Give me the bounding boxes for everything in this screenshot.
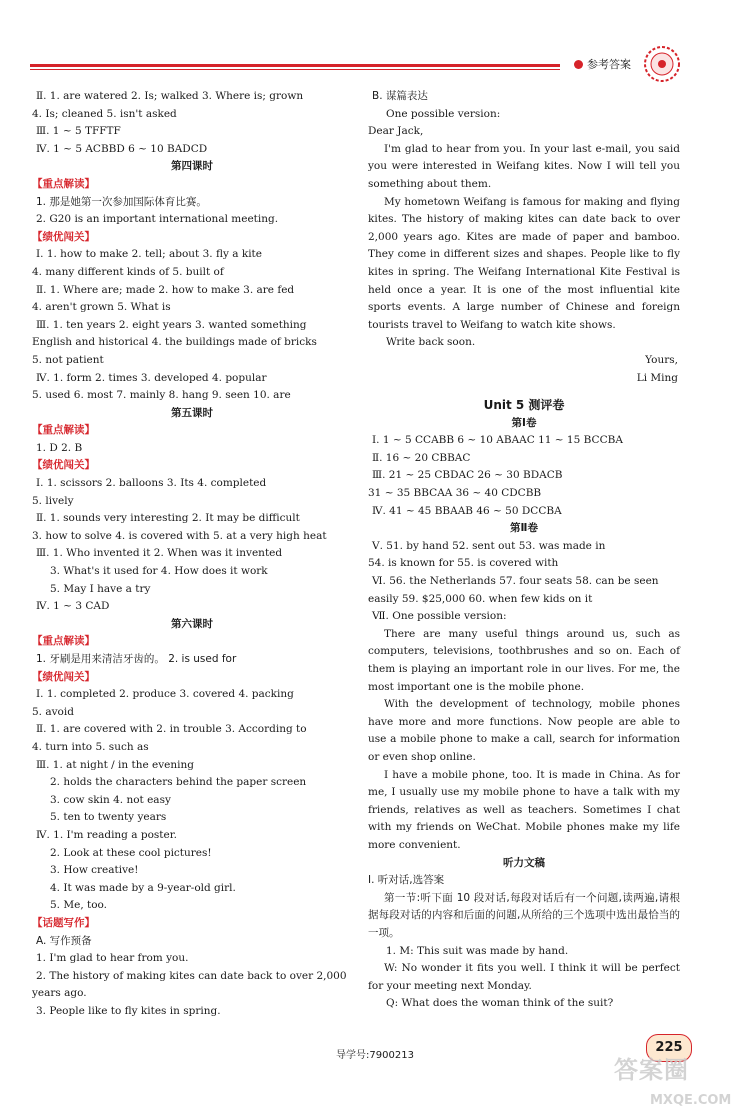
answer-line: 5. Me, too.: [50, 899, 108, 912]
answer-line: Ⅲ. 21 ~ 25 CBDAC 26 ~ 30 BDACB: [372, 469, 563, 482]
part-title: 第Ⅰ卷: [511, 416, 537, 429]
header-rule-thin: [30, 69, 560, 70]
section-tag: 【话题写作】: [32, 916, 95, 929]
answer-line: 4. aren't grown 5. What is: [32, 301, 171, 314]
section-tag: 【绩优闯关】: [32, 670, 95, 683]
answer-line: Q: What does the woman think of the suit?: [386, 997, 614, 1010]
answer-line: 1. 那是她第一次参加国际体育比赛。: [36, 195, 207, 208]
lesson-title: 第四课时: [171, 160, 213, 173]
answer-line: English and historical 4. the buildings made of bricks: [32, 336, 317, 349]
answer-line: Ⅰ. 1. completed 2. produce 3. covered 4. packing: [36, 688, 294, 701]
answer-line: Dear Jack,: [368, 125, 424, 138]
section-tag: 【重点解读】: [32, 424, 95, 437]
answer-line: 2. Look at these cool pictures!: [50, 846, 212, 859]
answer-line: Ⅶ. One possible version:: [372, 610, 507, 623]
answer-line: 3. how to solve 4. is covered with 5. at a very high heat: [32, 529, 327, 542]
answer-line: Ⅰ. 1 ~ 5 CCABB 6 ~ 10 ABAAC 11 ~ 15 BCCBA: [372, 434, 623, 447]
answer-line: Ⅳ. 1 ~ 5 ACBBD 6 ~ 10 BADCD: [36, 142, 208, 155]
answer-line: Ⅳ. 1. form 2. times 3. developed 4. popular: [36, 371, 267, 384]
answer-line: Ⅲ. 1. Who invented it 2. When was it invented: [36, 547, 283, 560]
answer-line: Ⅰ. 1. how to make 2. tell; about 3. fly a kite: [36, 248, 262, 261]
answer-line: Write back soon.: [386, 336, 476, 349]
answer-line: 2. G20 is an important international meeting.: [36, 213, 279, 226]
answer-line: 5. used 6. most 7. mainly 8. hang 9. seen 10. are: [32, 389, 291, 402]
paragraph: W: No wonder it fits you well. I think it will be perfect for your meeting next Monday.: [368, 962, 680, 992]
answer-line: Ⅲ. 1 ~ 5 TFFTF: [36, 125, 121, 138]
flower-icon: [642, 44, 682, 84]
answer-line: Ⅳ. 41 ~ 45 BBAAB 46 ~ 50 DCCBA: [372, 504, 562, 517]
section-tag: 【重点解读】: [32, 635, 95, 648]
answer-line: Ⅰ. 听对话,选答案: [368, 874, 445, 887]
answer-line: Ⅲ. 1. at night / in the evening: [36, 758, 194, 771]
answer-line: Ⅳ. 1 ~ 3 CAD: [36, 600, 110, 613]
watermark: [614, 1056, 744, 1110]
watermark-text: 答案圈: [614, 1056, 689, 1084]
answer-line: Ⅰ. 1. scissors 2. balloons 3. Its 4. completed: [36, 477, 267, 490]
paragraph: With the development of technology, mobile phones have more and more functions. Now people are able to use a mobile phone to make a call, search for information or even shop online.: [368, 698, 680, 763]
answer-line: 31 ~ 35 BBCAA 36 ~ 40 CDCBB: [368, 487, 542, 500]
answer-line: Ⅱ. 1. Where are; made 2. how to make 3. are fed: [36, 283, 295, 296]
answer-line: 4. It was made by a 9-year-old girl.: [50, 881, 236, 894]
section-badge: [574, 56, 631, 74]
answer-line: 2. holds the characters behind the paper screen: [50, 776, 307, 789]
page-number: 225: [646, 1034, 692, 1062]
answer-line: B. 谋篇表达: [372, 90, 428, 102]
bullet-icon: [574, 60, 583, 69]
signature-line: Li Ming: [636, 371, 678, 384]
part-title: 第Ⅱ卷: [510, 522, 538, 535]
answer-line: 4. many different kinds of 5. built of: [32, 265, 224, 278]
answer-line: Ⅴ. 51. by hand 52. sent out 53. was made in: [372, 539, 606, 552]
badge-label: 参考答案: [587, 58, 631, 71]
answer-line: Ⅳ. 1. I'm reading a poster.: [36, 828, 177, 841]
right-column: [368, 88, 680, 1013]
unit-title: Unit 5 测评卷: [483, 398, 565, 413]
part-title: 听力文稿: [503, 856, 545, 869]
answer-line: 5. lively: [32, 494, 74, 507]
paragraph: There are many useful things around us, such as computers, televisions, toothbrushes and so on. Each of them is playing an important role in our lives. For me, the most important one is the mobile phone.: [368, 627, 680, 693]
paragraph: I'm glad to hear from you. In your last e-mail, you said you were interested in Weifang kites. Now I will tell you something about them.: [368, 142, 680, 190]
answer-line: Ⅱ. 1. are watered 2. Is; walked 3. Where is; grown: [36, 90, 304, 102]
answer-line: years ago.: [32, 987, 87, 1000]
answer-line: 5. ten to twenty years: [50, 811, 167, 824]
instruction-paragraph: 第一节:听下面 10 段对话,每段对话后有一个问题,读两遍,请根据每段对话的内容和后面的问题,从所给的三个选项中选出最恰当的一项。: [368, 891, 680, 939]
lesson-title: 第六课时: [171, 617, 213, 630]
answer-line: 3. cow skin 4. not easy: [50, 793, 171, 806]
answer-line: easily 59. $25,000 60. when few kids on it: [368, 592, 593, 605]
paragraph: I have a mobile phone, too. It is made in China. As for me, I usually use my mobile phone to have a talk with my friends, relatives as well as teachers. Sometimes I chat with my friends on WeChat. Mobile phones make my life more convenient.: [368, 768, 680, 851]
guide-number: 导学号:7900213: [336, 1050, 414, 1061]
answer-line: 5. May I have a try: [50, 582, 151, 595]
watermark-url: MXQE.COM: [650, 1093, 732, 1108]
answer-line: Ⅱ. 16 ~ 20 CBBAC: [372, 451, 471, 464]
section-tag: 【重点解读】: [32, 177, 95, 190]
answer-line: 5. avoid: [32, 705, 74, 718]
answer-line: 5. not patient: [32, 353, 104, 366]
answer-line: 1. M: This suit was made by hand.: [386, 944, 569, 957]
answer-line: A. 写作预备: [36, 934, 92, 947]
answer-line: 4. Is; cleaned 5. isn't asked: [32, 107, 177, 120]
answer-line: Ⅱ. 1. are covered with 2. in trouble 3. According to: [36, 723, 307, 736]
answer-line: 3. How creative!: [50, 864, 139, 877]
section-tag: 【绩优闯关】: [32, 230, 95, 243]
answer-line: Ⅲ. 1. ten years 2. eight years 3. wanted something: [36, 318, 307, 331]
answer-line: 1. 牙刷是用来清洁牙齿的。 2. is used for: [36, 653, 237, 665]
section-tag: 【绩优闯关】: [32, 459, 95, 472]
answer-line: Ⅵ. 56. the Netherlands 57. four seats 58. can be seen: [372, 575, 659, 588]
answer-line: 3. People like to fly kites in spring.: [36, 1004, 221, 1017]
answer-line: 1. I'm glad to hear from you.: [36, 952, 189, 965]
answer-line: Ⅱ. 1. sounds very interesting 2. It may be difficult: [36, 512, 300, 525]
signature-line: Yours,: [645, 353, 678, 366]
left-column: [32, 88, 352, 1020]
lesson-title: 第五课时: [171, 406, 213, 419]
paragraph: My hometown Weifang is famous for making and flying kites. The history of making kites can date back to over 2,000 years ago. Kites are made of paper and bamboo. They come in different sizes and shapes. People like to fly kites in spring. The Weifang International Kite Festival is held once a year. It is one of the most influential kite sports events. A large number of Chinese and foreign tourists travel to Weifang to watch kite shows.: [368, 195, 680, 331]
header-rule: [30, 64, 560, 67]
answer-line: One possible version:: [386, 107, 501, 120]
answer-line: 54. is known for 55. is covered with: [368, 557, 559, 570]
answer-line: 1. D 2. B: [36, 441, 83, 454]
answer-line: 3. What's it used for 4. How does it work: [50, 565, 268, 578]
answer-line: 4. turn into 5. such as: [32, 740, 149, 753]
answer-line: 2. The history of making kites can date back to over 2,000: [36, 969, 347, 982]
